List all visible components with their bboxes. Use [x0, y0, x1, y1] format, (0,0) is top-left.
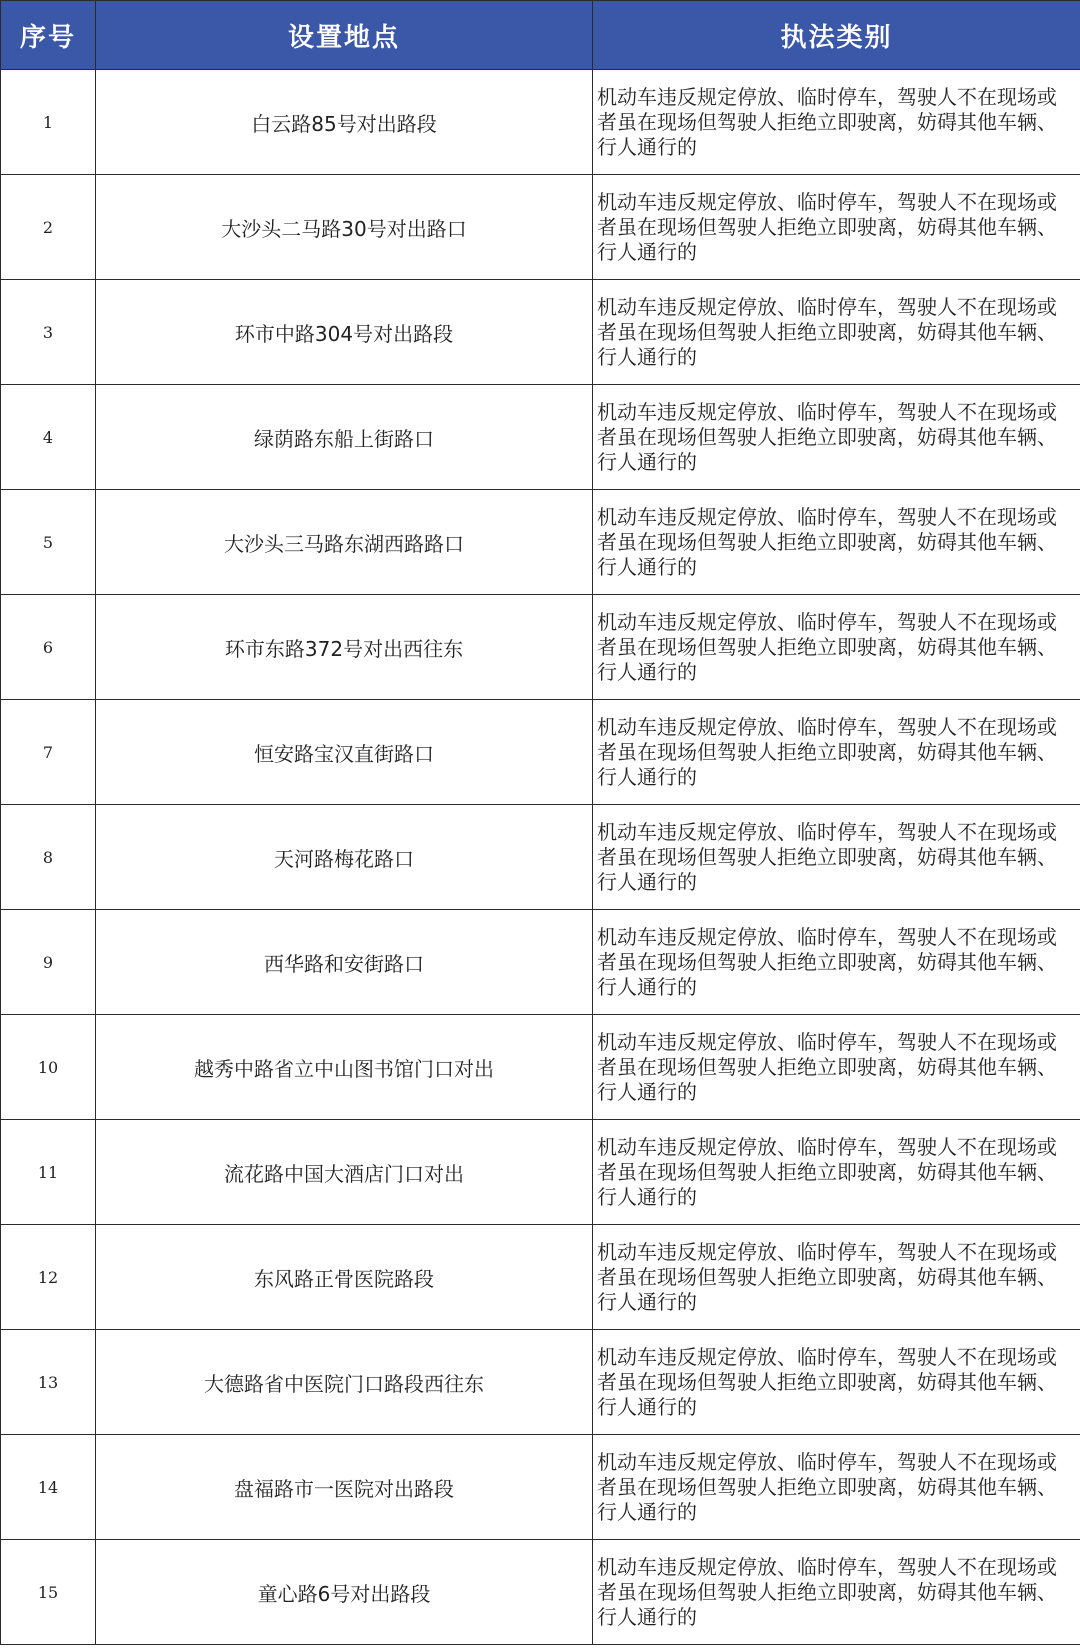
- enforcement-category-cell: 机动车违反规定停放、临时停车，驾驶人不在现场或者虽在现场但驾驶人拒绝立即驶离，妨碍其他车辆、行人通行的: [593, 1435, 1080, 1540]
- enforcement-category-cell: 机动车违反规定停放、临时停车，驾驶人不在现场或者虽在现场但驾驶人拒绝立即驶离，妨碍其他车辆、行人通行的: [593, 385, 1080, 490]
- table-row: [1, 490, 1080, 595]
- location-cell: 大沙头二马路30号对出路口: [96, 175, 593, 280]
- serial-number-cell: 15: [1, 1540, 96, 1645]
- location-cell: 天河路梅花路口: [96, 805, 593, 910]
- table-row: [1, 1120, 1080, 1225]
- enforcement-category-cell: 机动车违反规定停放、临时停车，驾驶人不在现场或者虽在现场但驾驶人拒绝立即驶离，妨碍其他车辆、行人通行的: [593, 805, 1080, 910]
- location-cell: 越秀中路省立中山图书馆门口对出: [96, 1015, 593, 1120]
- location-cell: 东风路正骨医院路段: [96, 1225, 593, 1330]
- location-cell: 环市东路372号对出西往东: [96, 595, 593, 700]
- enforcement-category-cell: 机动车违反规定停放、临时停车，驾驶人不在现场或者虽在现场但驾驶人拒绝立即驶离，妨碍其他车辆、行人通行的: [593, 490, 1080, 595]
- header-serial-number: 序号: [1, 1, 96, 70]
- serial-number-cell: 4: [1, 385, 96, 490]
- table-row: [1, 1225, 1080, 1330]
- table-row: [1, 910, 1080, 1015]
- header-row: [1, 1, 1080, 70]
- serial-number-cell: 3: [1, 280, 96, 385]
- serial-number-cell: 10: [1, 1015, 96, 1120]
- enforcement-category-cell: 机动车违反规定停放、临时停车，驾驶人不在现场或者虽在现场但驾驶人拒绝立即驶离，妨碍其他车辆、行人通行的: [593, 280, 1080, 385]
- serial-number-cell: 13: [1, 1330, 96, 1435]
- location-cell: 西华路和安街路口: [96, 910, 593, 1015]
- serial-number-cell: 12: [1, 1225, 96, 1330]
- enforcement-category-cell: 机动车违反规定停放、临时停车，驾驶人不在现场或者虽在现场但驾驶人拒绝立即驶离，妨碍其他车辆、行人通行的: [593, 1015, 1080, 1120]
- table-row: [1, 700, 1080, 805]
- location-cell: 大德路省中医院门口路段西往东: [96, 1330, 593, 1435]
- table-row: [1, 1435, 1080, 1540]
- table-row: [1, 70, 1080, 175]
- serial-number-cell: 2: [1, 175, 96, 280]
- table-row: [1, 175, 1080, 280]
- serial-number-cell: 8: [1, 805, 96, 910]
- enforcement-category-cell: 机动车违反规定停放、临时停车，驾驶人不在现场或者虽在现场但驾驶人拒绝立即驶离，妨碍其他车辆、行人通行的: [593, 1225, 1080, 1330]
- serial-number-cell: 9: [1, 910, 96, 1015]
- header-location: 设置地点: [96, 1, 593, 70]
- enforcement-category-cell: 机动车违反规定停放、临时停车，驾驶人不在现场或者虽在现场但驾驶人拒绝立即驶离，妨碍其他车辆、行人通行的: [593, 175, 1080, 280]
- location-cell: 流花路中国大酒店门口对出: [96, 1120, 593, 1225]
- table-row: [1, 595, 1080, 700]
- header-enforcement-category: 执法类别: [593, 1, 1080, 70]
- location-cell: 盘福路市一医院对出路段: [96, 1435, 593, 1540]
- enforcement-category-cell: 机动车违反规定停放、临时停车，驾驶人不在现场或者虽在现场但驾驶人拒绝立即驶离，妨碍其他车辆、行人通行的: [593, 595, 1080, 700]
- table-row: [1, 1330, 1080, 1435]
- enforcement-category-cell: 机动车违反规定停放、临时停车，驾驶人不在现场或者虽在现场但驾驶人拒绝立即驶离，妨碍其他车辆、行人通行的: [593, 1120, 1080, 1225]
- table-header: [1, 1, 1080, 70]
- location-cell: 大沙头三马路东湖西路路口: [96, 490, 593, 595]
- table-row: [1, 385, 1080, 490]
- enforcement-category-cell: 机动车违反规定停放、临时停车，驾驶人不在现场或者虽在现场但驾驶人拒绝立即驶离，妨碍其他车辆、行人通行的: [593, 910, 1080, 1015]
- serial-number-cell: 14: [1, 1435, 96, 1540]
- serial-number-cell: 7: [1, 700, 96, 805]
- serial-number-cell: 1: [1, 70, 96, 175]
- table-row: [1, 280, 1080, 385]
- enforcement-category-cell: 机动车违反规定停放、临时停车，驾驶人不在现场或者虽在现场但驾驶人拒绝立即驶离，妨碍其他车辆、行人通行的: [593, 70, 1080, 175]
- table-body: [1, 70, 1080, 1645]
- location-cell: 恒安路宝汉直街路口: [96, 700, 593, 805]
- location-cell: 绿荫路东船上街路口: [96, 385, 593, 490]
- table-row: [1, 1015, 1080, 1120]
- enforcement-category-cell: 机动车违反规定停放、临时停车，驾驶人不在现场或者虽在现场但驾驶人拒绝立即驶离，妨碍其他车辆、行人通行的: [593, 700, 1080, 805]
- location-cell: 白云路85号对出路段: [96, 70, 593, 175]
- enforcement-category-cell: 机动车违反规定停放、临时停车，驾驶人不在现场或者虽在现场但驾驶人拒绝立即驶离，妨碍其他车辆、行人通行的: [593, 1330, 1080, 1435]
- serial-number-cell: 6: [1, 595, 96, 700]
- serial-number-cell: 5: [1, 490, 96, 595]
- serial-number-cell: 11: [1, 1120, 96, 1225]
- location-cell: 童心路6号对出路段: [96, 1540, 593, 1645]
- enforcement-category-cell: 机动车违反规定停放、临时停车，驾驶人不在现场或者虽在现场但驾驶人拒绝立即驶离，妨碍其他车辆、行人通行的: [593, 1540, 1080, 1645]
- table-row: [1, 805, 1080, 910]
- table-row: [1, 1540, 1080, 1645]
- location-cell: 环市中路304号对出路段: [96, 280, 593, 385]
